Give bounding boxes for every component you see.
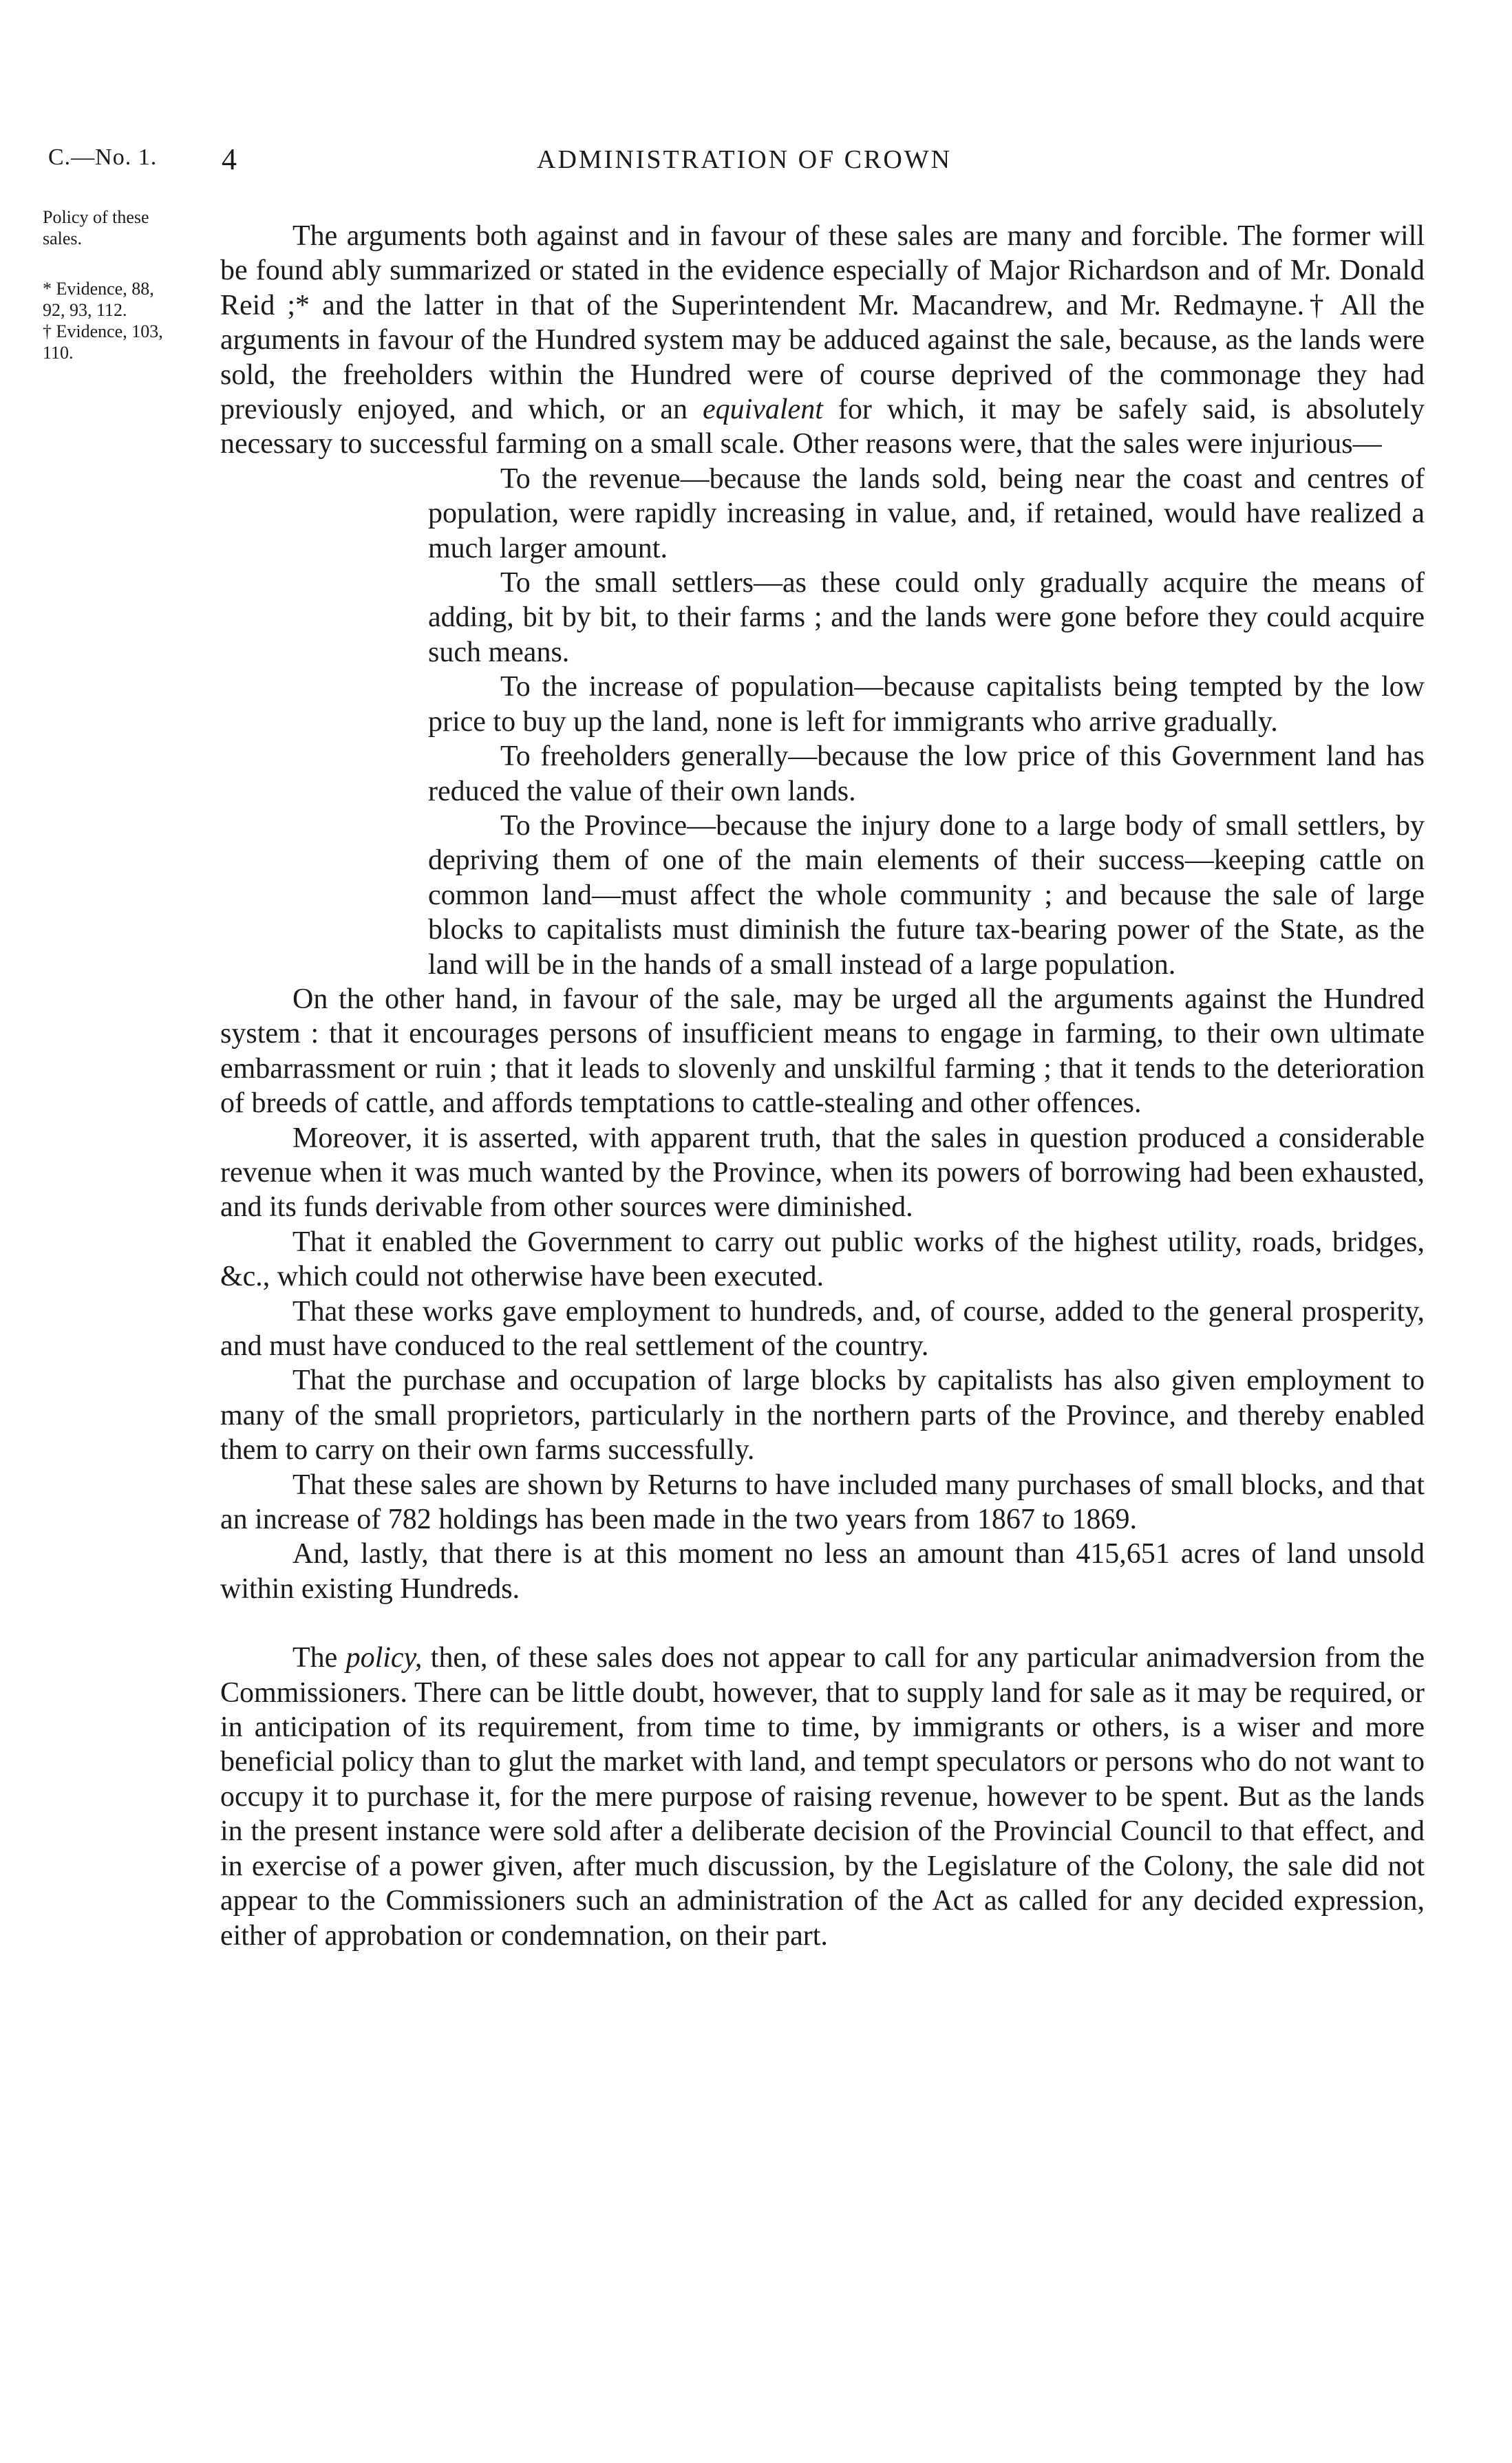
body-text [220, 219, 1425, 1953]
sidenote-evidence-star [43, 278, 201, 363]
emphasis-text: equivalent [702, 394, 823, 426]
paragraph-text: for which, it may be safely said, is absolutely necessary to successful farming on a small scale. Other reasons were, that the sales were injurious— [220, 394, 1425, 460]
paragraph: Moreover, it is asserted, with apparent truth, that the sales in question produced a considerable revenue when it was much wanted by the Province, when its powers of borrowing had been exhausted, and its funds derivable from other sources were diminished. [220, 1122, 1425, 1224]
sidenote-line: 110. [43, 343, 74, 363]
list-item: To the increase of population—because capitalists being tempted by the low price to buy up the land, none is left for immigrants who arrive gradually. [428, 671, 1425, 738]
page-number: 4 [222, 142, 237, 176]
paragraph: That it enabled the Government to carry out public works of the highest utility, roads, bridges, &c., which could not otherwise have been executed. [220, 1226, 1425, 1293]
paragraph: That these works gave employment to hundreds, and, of course, added to the general prosperity, and must have conduced to the real settlement of the country. [220, 1295, 1425, 1362]
sidenote-line: † Evidence, 103, [43, 321, 163, 341]
emphasis-text: policy, [345, 1642, 423, 1674]
paragraph: That these sales are shown by Returns to have included many purchases of small blocks, and that an increase of 782 holdings has been made in the two years from 1867 to 1869. [220, 1469, 1425, 1536]
list-item: To the Province—because the injury done to a large body of small settlers, by depriving them of one of the main elements of their success—keeping cattle on common land—must affect the whole community ; and because the sale of large blocks to capitalists must diminish the future tax-bearing power of the State, as the land will be in the hands of a small instead of a large population. [428, 809, 1425, 981]
paragraph-text: The arguments both against and in favour of these sales are many and forcible. The former will be found ably summarized or stated in the evidence especially of Major Richardson and of Mr. Donald Reid ;* and the latter in that of the Superintendent Mr. Macandrew, and Mr. Redmayne.† All the arguments in favour of the Hundred system may be adduced against the sale, because, as the lands were sold, the freeholders within the Hundred were of course deprived of the commonage they had previously enjoyed, and which, or an [220, 220, 1425, 426]
paragraph: And, lastly, that there is at this moment no less an amount than 415,651 acres of land unsold within existing Hundreds. [220, 1538, 1425, 1605]
paragraph-text: then, of these sales does not appear to call for any particular animadversion from the Commissioners. There can be little doubt, however, that to supply land for sale as it may be required, or in anticipation of its requirement, from time to time, by immigrants or others, is a wiser and more beneficial policy than to glut the market with land, and tempt speculators or persons who do not want to occupy it to purchase it, for the mere purpose of raising revenue, however to be spent. But as the lands in the present instance were sold after a deliberate decision of the Provincial Council to that effect, and in exercise of a power given, after much discussion, by the Legislature of the Colony, the sale did not appear to the Commissioners such an administration of the Act as called for any decided expression, either of approbation or condemnation, on their part. [220, 1642, 1425, 1952]
sidenote-line: sales. [43, 228, 83, 248]
sidenote-line: Policy of these [43, 207, 149, 227]
paragraph: On the other hand, in favour of the sale, may be urged all the arguments against the Hundred system : that it encourages persons of insufficient means to engage in farming, to their own ultimate embarrassment or ruin ; that it leads to slovenly and unskilful farming ; that it tends to the deterioration of breeds of cattle, and affords temptations to cattle-stealing and other offences. [220, 983, 1425, 1120]
list-item: To the revenue—because the lands sold, being near the coast and centres of population, were rapidly increasing in value, and, if retained, would have realized a much larger amount. [428, 462, 1425, 564]
sidenote-policy [43, 206, 201, 249]
sidenote-line: * Evidence, 88, [43, 279, 154, 299]
paragraph [220, 219, 1425, 462]
margin-notes [43, 206, 201, 384]
paragraph [220, 1641, 1425, 1953]
list-item: To the small settlers—as these could only gradually acquire the means of adding, bit by bit, to their farms ; and the lands were gone before they could acquire such means. [428, 567, 1425, 668]
paragraph-text: The [292, 1642, 338, 1674]
page-header [0, 142, 1512, 186]
sidenote-line: 92, 93, 112. [43, 300, 127, 320]
paragraph: That the purchase and occupation of large blocks by capitalists has also given employment to many of the small proprietors, particularly in the northern parts of the Province, and thereby enabled them to carry on their own farms successfully. [220, 1365, 1425, 1467]
document-reference: C.—No. 1. [48, 145, 158, 170]
list-item: To freeholders generally—because the low price of this Government land has reduced the value of their own lands. [428, 740, 1425, 807]
running-title: ADMINISTRATION OF CROWN [537, 145, 952, 174]
